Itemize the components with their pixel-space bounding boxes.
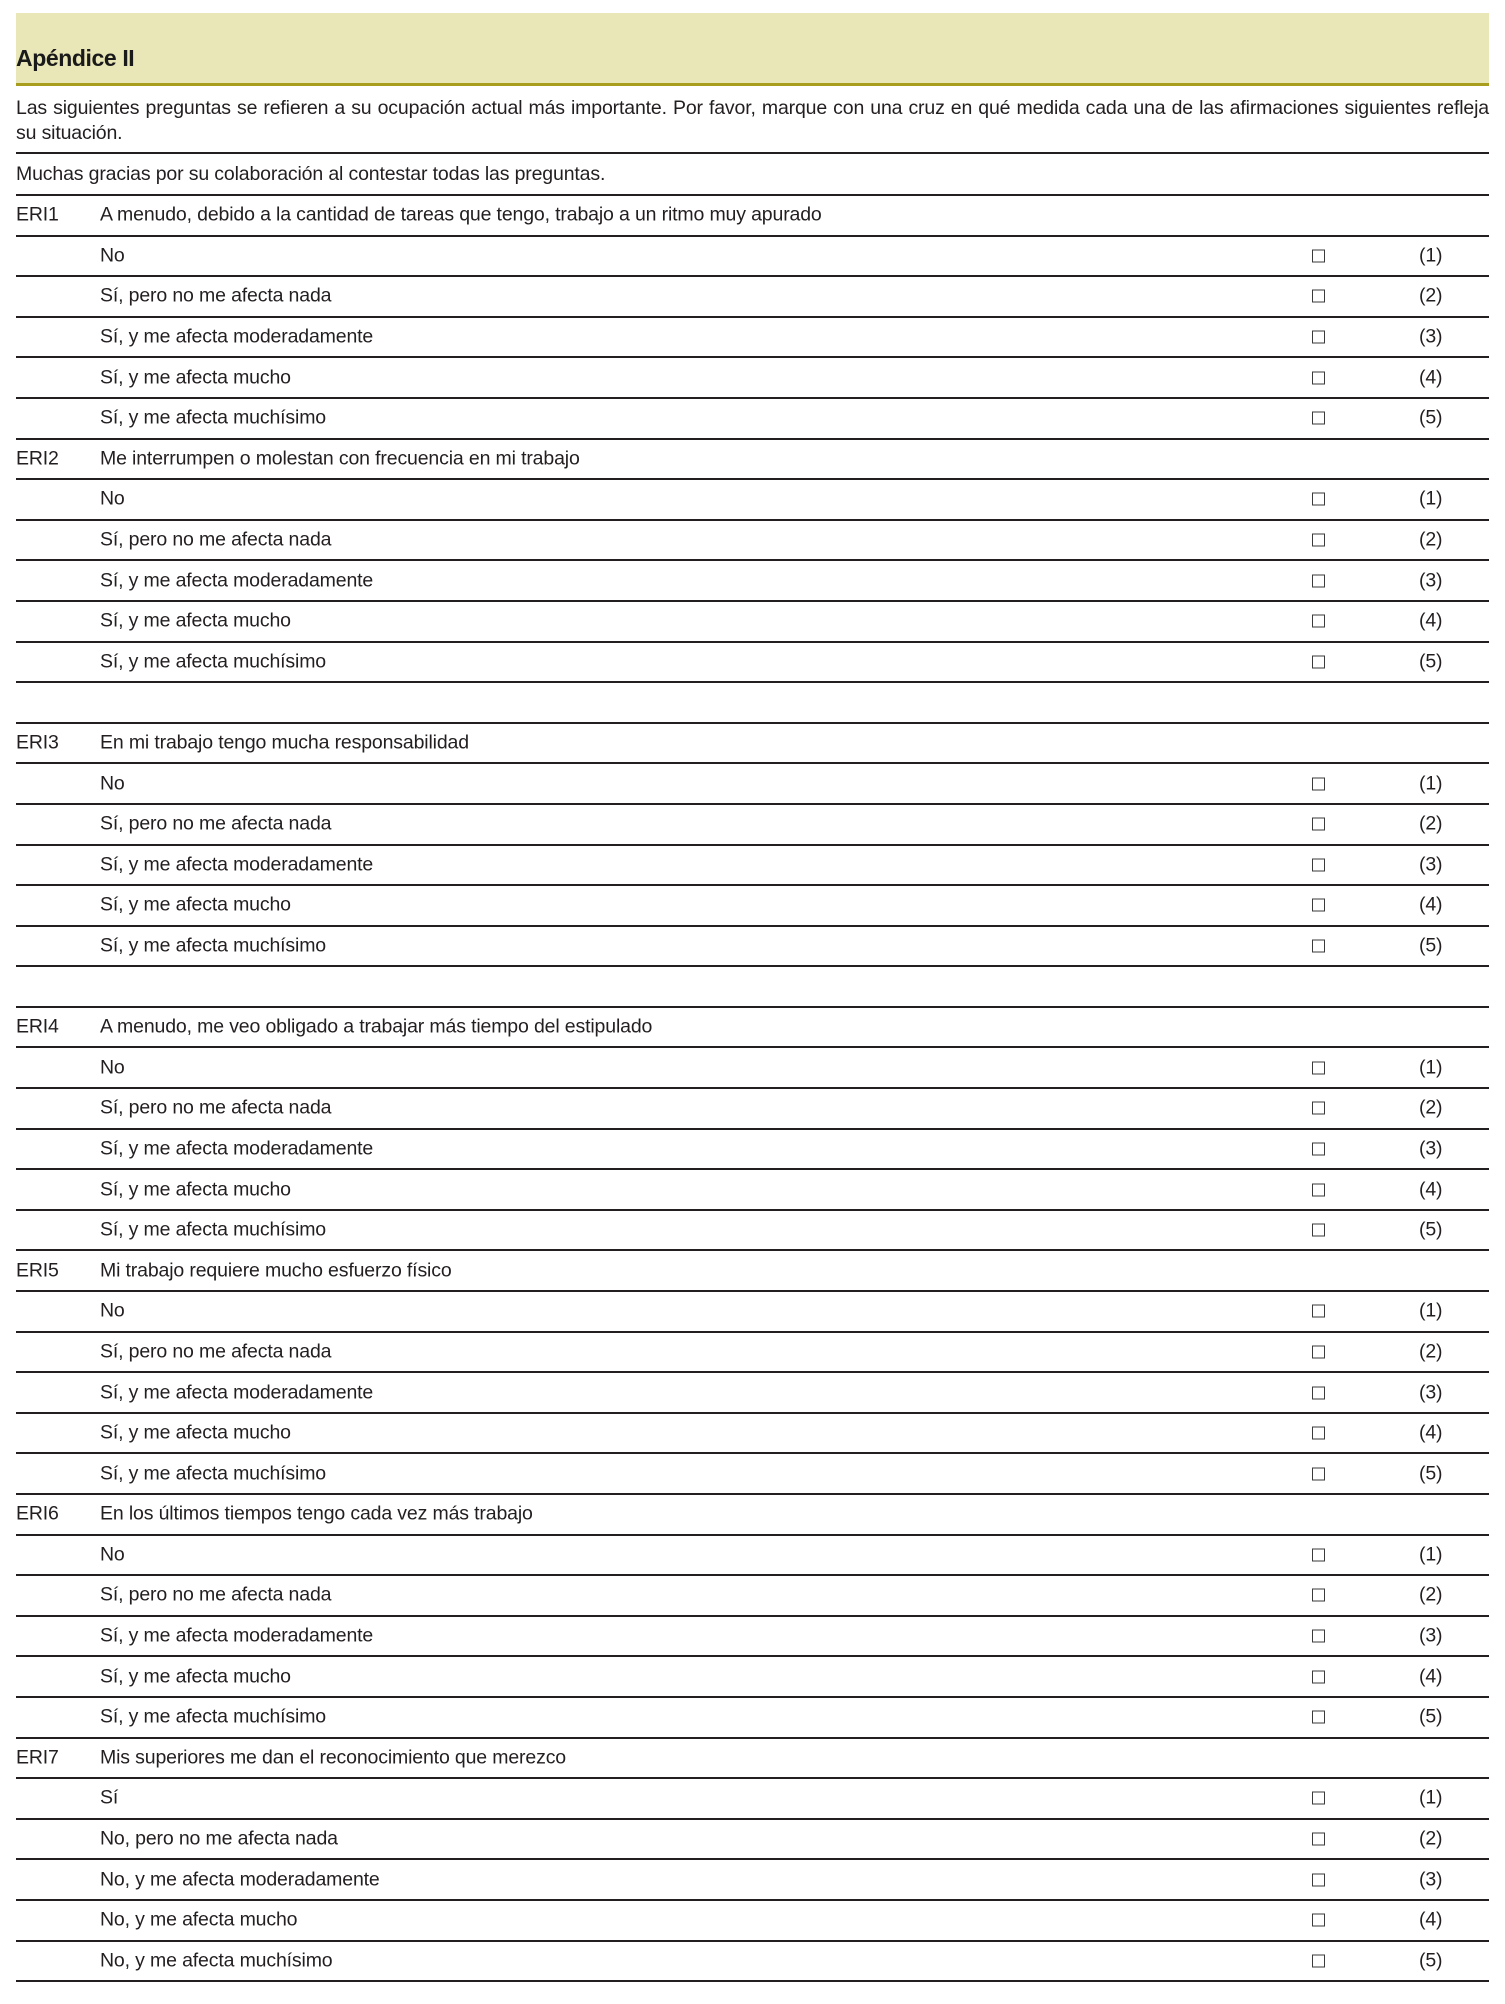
option-label: Sí, y me afecta muchísimo	[100, 1705, 326, 1728]
option-row[interactable]	[16, 318, 1489, 359]
option-row[interactable]	[16, 927, 1489, 968]
option-row[interactable]	[16, 1657, 1489, 1698]
option-checkbox[interactable]	[1312, 1345, 1325, 1358]
appendix-page	[16, 0, 1489, 1982]
question-text: En los últimos tiempos tengo cada vez más trabajo	[100, 1502, 533, 1525]
option-label: No	[100, 772, 125, 795]
question-code: ERI2	[16, 447, 59, 470]
option-checkbox[interactable]	[1312, 412, 1325, 425]
option-value: (4)	[1419, 1665, 1443, 1688]
option-value: (1)	[1419, 772, 1443, 795]
option-row[interactable]	[16, 521, 1489, 562]
option-label: Sí, pero no me afecta nada	[100, 812, 332, 835]
option-checkbox[interactable]	[1312, 1914, 1325, 1927]
option-row[interactable]	[16, 846, 1489, 887]
option-checkbox[interactable]	[1312, 1061, 1325, 1074]
option-checkbox[interactable]	[1312, 1792, 1325, 1805]
option-label: Sí, y me afecta muchísimo	[100, 650, 326, 673]
option-row[interactable]	[16, 237, 1489, 278]
option-value: (4)	[1419, 1421, 1443, 1444]
question-text: Me interrumpen o molestan con frecuencia en mi trabajo	[100, 447, 580, 470]
option-row[interactable]	[16, 886, 1489, 927]
option-value: (2)	[1419, 1827, 1443, 1850]
option-row[interactable]	[16, 1211, 1489, 1252]
option-checkbox[interactable]	[1312, 1873, 1325, 1886]
option-label: Sí, y me afecta muchísimo	[100, 406, 326, 429]
option-row[interactable]	[16, 805, 1489, 846]
option-checkbox[interactable]	[1312, 1954, 1325, 1967]
option-row[interactable]	[16, 561, 1489, 602]
question-code: ERI3	[16, 731, 59, 754]
option-row[interactable]	[16, 1820, 1489, 1861]
question-text: A menudo, debido a la cantidad de tareas que tengo, trabajo a un ritmo muy apurado	[100, 203, 822, 226]
section-spacer	[16, 683, 1489, 724]
option-row[interactable]	[16, 399, 1489, 440]
option-checkbox[interactable]	[1312, 615, 1325, 628]
option-value: (4)	[1419, 893, 1443, 916]
option-label: Sí, pero no me afecta nada	[100, 1583, 332, 1606]
option-label: No	[100, 487, 125, 510]
questionnaire	[16, 196, 1489, 1982]
question-code: ERI6	[16, 1502, 59, 1525]
option-row[interactable]	[16, 1536, 1489, 1577]
option-value: (2)	[1419, 528, 1443, 551]
option-checkbox[interactable]	[1312, 290, 1325, 303]
option-value: (4)	[1419, 366, 1443, 389]
option-checkbox[interactable]	[1312, 1305, 1325, 1318]
question-row	[16, 1008, 1489, 1049]
option-label: Sí, y me afecta muchísimo	[100, 934, 326, 957]
option-checkbox[interactable]	[1312, 1589, 1325, 1602]
option-checkbox[interactable]	[1312, 1833, 1325, 1846]
option-value: (3)	[1419, 325, 1443, 348]
option-label: Sí	[100, 1786, 119, 1809]
option-checkbox[interactable]	[1312, 331, 1325, 344]
option-value: (5)	[1419, 1462, 1443, 1485]
option-checkbox[interactable]	[1312, 1386, 1325, 1399]
option-checkbox[interactable]	[1312, 777, 1325, 790]
option-value: (5)	[1419, 1218, 1443, 1241]
thanks-text: Muchas gracias por su colaboración al contestar todas las preguntas.	[16, 154, 1489, 196]
option-value: (2)	[1419, 1096, 1443, 1119]
option-value: (5)	[1419, 650, 1443, 673]
option-row[interactable]	[16, 1576, 1489, 1617]
option-row[interactable]	[16, 1130, 1489, 1171]
option-row[interactable]	[16, 1089, 1489, 1130]
option-checkbox[interactable]	[1312, 655, 1325, 668]
option-label: Sí, y me afecta mucho	[100, 893, 291, 916]
option-checkbox[interactable]	[1312, 1183, 1325, 1196]
option-row[interactable]	[16, 1333, 1489, 1374]
question-row	[16, 1739, 1489, 1780]
option-value: (1)	[1419, 1299, 1443, 1322]
option-value: (3)	[1419, 569, 1443, 592]
option-value: (5)	[1419, 1705, 1443, 1728]
option-checkbox[interactable]	[1312, 1427, 1325, 1440]
option-label: No	[100, 1056, 125, 1079]
option-checkbox[interactable]	[1312, 858, 1325, 871]
option-checkbox[interactable]	[1312, 1102, 1325, 1115]
option-value: (4)	[1419, 609, 1443, 632]
option-checkbox[interactable]	[1312, 1224, 1325, 1237]
question-code: ERI5	[16, 1259, 59, 1282]
option-value: (1)	[1419, 1056, 1443, 1079]
option-label: No	[100, 1299, 125, 1322]
question-row	[16, 724, 1489, 765]
option-value: (5)	[1419, 934, 1443, 957]
option-checkbox[interactable]	[1312, 1711, 1325, 1724]
option-label: Sí, y me afecta moderadamente	[100, 1137, 374, 1160]
option-row[interactable]	[16, 764, 1489, 805]
option-row[interactable]	[16, 1860, 1489, 1901]
question-code: ERI1	[16, 203, 59, 226]
option-row[interactable]	[16, 1414, 1489, 1455]
question-text: Mis superiores me dan el reconocimiento que merezco	[100, 1746, 566, 1769]
option-value: (3)	[1419, 1624, 1443, 1647]
option-label: Sí, pero no me afecta nada	[100, 1096, 332, 1119]
option-row[interactable]	[16, 1454, 1489, 1495]
option-value: (4)	[1419, 1178, 1443, 1201]
option-checkbox[interactable]	[1312, 534, 1325, 547]
option-row[interactable]	[16, 1048, 1489, 1089]
option-row[interactable]	[16, 277, 1489, 318]
option-checkbox[interactable]	[1312, 574, 1325, 587]
option-label: Sí, pero no me afecta nada	[100, 1340, 332, 1363]
option-label: Sí, pero no me afecta nada	[100, 284, 332, 307]
option-checkbox[interactable]	[1312, 1630, 1325, 1643]
option-row[interactable]	[16, 1292, 1489, 1333]
option-label: No, y me afecta moderadamente	[100, 1868, 380, 1891]
question-code: ERI4	[16, 1015, 59, 1038]
option-checkbox[interactable]	[1312, 249, 1325, 262]
option-checkbox[interactable]	[1312, 899, 1325, 912]
option-value: (1)	[1419, 1786, 1443, 1809]
option-row[interactable]	[16, 1942, 1489, 1983]
option-label: No	[100, 1543, 125, 1566]
option-row[interactable]	[16, 1373, 1489, 1414]
option-checkbox[interactable]	[1312, 818, 1325, 831]
option-value: (1)	[1419, 244, 1443, 267]
option-label: Sí, y me afecta moderadamente	[100, 853, 374, 876]
option-row[interactable]	[16, 643, 1489, 684]
question-text: A menudo, me veo obligado a trabajar más tiempo del estipulado	[100, 1015, 653, 1038]
option-checkbox[interactable]	[1312, 1142, 1325, 1155]
option-value: (1)	[1419, 1543, 1443, 1566]
option-checkbox[interactable]	[1312, 1670, 1325, 1683]
question-row	[16, 1495, 1489, 1536]
option-row[interactable]	[16, 1698, 1489, 1739]
option-value: (2)	[1419, 812, 1443, 835]
option-value: (2)	[1419, 284, 1443, 307]
option-value: (4)	[1419, 1908, 1443, 1931]
option-row[interactable]	[16, 480, 1489, 521]
option-label: Sí, y me afecta mucho	[100, 1665, 291, 1688]
option-value: (3)	[1419, 1381, 1443, 1404]
option-value: (5)	[1419, 1949, 1443, 1972]
question-row	[16, 440, 1489, 481]
option-row[interactable]	[16, 1779, 1489, 1820]
option-value: (5)	[1419, 406, 1443, 429]
option-label: Sí, y me afecta moderadamente	[100, 1624, 374, 1647]
title-bar	[16, 13, 1489, 86]
option-label: Sí, y me afecta mucho	[100, 366, 291, 389]
section-spacer	[16, 967, 1489, 1008]
option-checkbox[interactable]	[1312, 939, 1325, 952]
option-label: Sí, y me afecta muchísimo	[100, 1218, 326, 1241]
option-label: Sí, y me afecta mucho	[100, 1178, 291, 1201]
question-text: Mi trabajo requiere mucho esfuerzo físico	[100, 1259, 452, 1282]
option-label: Sí, y me afecta moderadamente	[100, 1381, 374, 1404]
option-checkbox[interactable]	[1312, 1467, 1325, 1480]
page-title: Apéndice II	[16, 45, 135, 71]
option-row[interactable]	[16, 358, 1489, 399]
option-label: Sí, y me afecta moderadamente	[100, 569, 374, 592]
intro-text: Las siguientes preguntas se refieren a su ocupación actual más importante. Por favor, marque con una cruz en qué medida cada una de las afirmaciones siguientes refleja su situación.	[16, 86, 1489, 154]
option-value: (3)	[1419, 1868, 1443, 1891]
option-value: (2)	[1419, 1583, 1443, 1606]
option-row[interactable]	[16, 1901, 1489, 1942]
question-row	[16, 1251, 1489, 1292]
option-label: Sí, pero no me afecta nada	[100, 528, 332, 551]
option-value: (3)	[1419, 1137, 1443, 1160]
question-code: ERI7	[16, 1746, 59, 1769]
option-checkbox[interactable]	[1312, 1548, 1325, 1561]
question-row	[16, 196, 1489, 237]
option-value: (2)	[1419, 1340, 1443, 1363]
option-label: No	[100, 244, 125, 267]
option-label: No, y me afecta mucho	[100, 1908, 298, 1931]
question-text: En mi trabajo tengo mucha responsabilidad	[100, 731, 469, 754]
option-label: Sí, y me afecta mucho	[100, 1421, 291, 1444]
option-label: No, pero no me afecta nada	[100, 1827, 338, 1850]
option-row[interactable]	[16, 1170, 1489, 1211]
option-checkbox[interactable]	[1312, 493, 1325, 506]
option-row[interactable]	[16, 1617, 1489, 1658]
option-label: Sí, y me afecta muchísimo	[100, 1462, 326, 1485]
option-row[interactable]	[16, 602, 1489, 643]
option-label: No, y me afecta muchísimo	[100, 1949, 333, 1972]
option-value: (3)	[1419, 853, 1443, 876]
option-value: (1)	[1419, 487, 1443, 510]
option-label: Sí, y me afecta mucho	[100, 609, 291, 632]
option-checkbox[interactable]	[1312, 371, 1325, 384]
option-label: Sí, y me afecta moderadamente	[100, 325, 374, 348]
